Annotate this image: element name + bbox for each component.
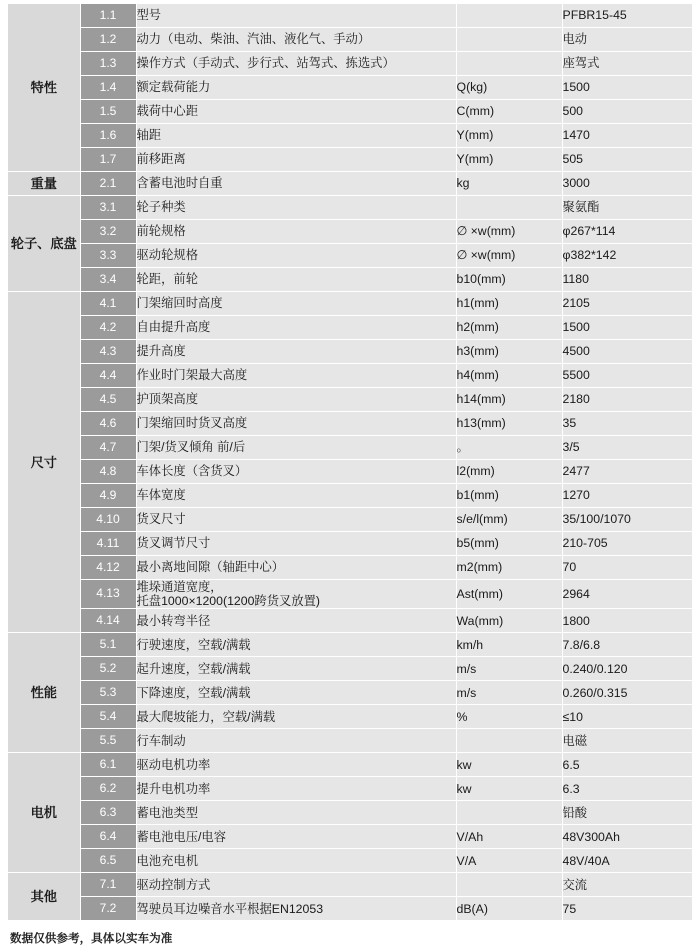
- row-group-label: 电机: [8, 753, 80, 873]
- row-unit: [456, 873, 562, 897]
- row-unit: h14(mm): [456, 388, 562, 412]
- row-number: 3.3: [80, 244, 136, 268]
- row-number: 7.2: [80, 897, 136, 921]
- table-row: [8, 148, 692, 172]
- row-item-label: 前移距离: [136, 148, 456, 172]
- table-row: [8, 268, 692, 292]
- row-item-label: 前轮规格: [136, 220, 456, 244]
- row-item-label: 驾驶员耳边噪音水平根据EN12053: [136, 897, 456, 921]
- row-number: 1.1: [80, 4, 136, 28]
- row-number: 1.4: [80, 76, 136, 100]
- table-row: [8, 172, 692, 196]
- row-item-label: 提升电机功率: [136, 777, 456, 801]
- specification-table-body: [8, 4, 692, 921]
- table-row: [8, 801, 692, 825]
- row-item-label: 提升高度: [136, 340, 456, 364]
- table-row: [8, 609, 692, 633]
- row-unit: b10(mm): [456, 268, 562, 292]
- row-unit: km/h: [456, 633, 562, 657]
- row-number: 4.6: [80, 412, 136, 436]
- row-value: 6.5: [562, 753, 692, 777]
- row-unit: kw: [456, 777, 562, 801]
- row-value: 1470: [562, 124, 692, 148]
- row-number: 3.4: [80, 268, 136, 292]
- row-value: 1500: [562, 76, 692, 100]
- row-item-label: 操作方式（手动式、步行式、站驾式、拣选式）: [136, 52, 456, 76]
- row-value: 1270: [562, 484, 692, 508]
- row-item-label: 最小离地间隙（轴距中心）: [136, 556, 456, 580]
- row-unit: m/s: [456, 681, 562, 705]
- row-item-label-line2: 托盘1000×1200(1200跨货叉放置): [136, 594, 321, 609]
- row-value: 1800: [562, 609, 692, 633]
- row-unit: h2(mm): [456, 316, 562, 340]
- row-unit: [456, 28, 562, 52]
- row-unit: h13(mm): [456, 412, 562, 436]
- row-unit: s/e/l(mm): [456, 508, 562, 532]
- row-value: 3/5: [562, 436, 692, 460]
- row-item-label: 货叉调节尺寸: [136, 532, 456, 556]
- table-row: [8, 4, 692, 28]
- row-item-label: 起升速度，空载/满载: [136, 657, 456, 681]
- row-item-label: 门架缩回时高度: [136, 292, 456, 316]
- row-group-label: 轮子、底盘: [8, 196, 80, 292]
- row-value: 2180: [562, 388, 692, 412]
- row-unit: b5(mm): [456, 532, 562, 556]
- row-unit: [456, 196, 562, 220]
- row-item-label: 车体长度（含货叉）: [136, 460, 456, 484]
- row-item-label: 蓄电池类型: [136, 801, 456, 825]
- row-number: 6.5: [80, 849, 136, 873]
- table-row: [8, 244, 692, 268]
- table-row: [8, 580, 692, 609]
- table-row: [8, 196, 692, 220]
- table-row: [8, 364, 692, 388]
- row-unit: Ast(mm): [456, 580, 562, 609]
- table-row: [8, 897, 692, 921]
- row-value: 48V/40A: [562, 849, 692, 873]
- row-value: PFBR15-45: [562, 4, 692, 28]
- row-value: 电动: [562, 28, 692, 52]
- row-value: 2477: [562, 460, 692, 484]
- table-row: [8, 777, 692, 801]
- specification-table: [8, 4, 693, 921]
- row-item-label: 轮距，前轮: [136, 268, 456, 292]
- row-item-label: 行车制动: [136, 729, 456, 753]
- row-unit: V/Ah: [456, 825, 562, 849]
- row-number: 6.2: [80, 777, 136, 801]
- row-value: φ267*114: [562, 220, 692, 244]
- row-number: 4.5: [80, 388, 136, 412]
- table-row: [8, 729, 692, 753]
- row-number: 2.1: [80, 172, 136, 196]
- row-item-label: 自由提升高度: [136, 316, 456, 340]
- row-item-label: 作业时门架最大高度: [136, 364, 456, 388]
- row-value: 铅酸: [562, 801, 692, 825]
- row-item-label: 门架/货叉倾角 前/后: [136, 436, 456, 460]
- row-group-label: 其他: [8, 873, 80, 921]
- row-number: 4.12: [80, 556, 136, 580]
- row-value: ≤10: [562, 705, 692, 729]
- row-unit: kg: [456, 172, 562, 196]
- row-number: 3.2: [80, 220, 136, 244]
- row-value: 35: [562, 412, 692, 436]
- row-item-label: 车体宽度: [136, 484, 456, 508]
- table-row: [8, 292, 692, 316]
- row-value: 1500: [562, 316, 692, 340]
- row-unit: %: [456, 705, 562, 729]
- row-value: 5500: [562, 364, 692, 388]
- row-item-label: 含蓄电池时自重: [136, 172, 456, 196]
- row-number: 7.1: [80, 873, 136, 897]
- row-number: 6.1: [80, 753, 136, 777]
- row-unit: m/s: [456, 657, 562, 681]
- row-value: 0.240/0.120: [562, 657, 692, 681]
- row-value: 48V300Ah: [562, 825, 692, 849]
- row-number: 6.3: [80, 801, 136, 825]
- row-unit: dB(A): [456, 897, 562, 921]
- row-unit: ∅ ×w(mm): [456, 244, 562, 268]
- row-number: 4.2: [80, 316, 136, 340]
- row-number: 4.14: [80, 609, 136, 633]
- row-unit: 。: [456, 436, 562, 460]
- table-row: [8, 681, 692, 705]
- row-item-label: 门架缩回时货叉高度: [136, 412, 456, 436]
- table-row: [8, 849, 692, 873]
- row-number: 3.1: [80, 196, 136, 220]
- row-item-label: 载荷中心距: [136, 100, 456, 124]
- row-item-label: 动力（电动、柴油、汽油、液化气、手动）: [136, 28, 456, 52]
- row-unit: Wa(mm): [456, 609, 562, 633]
- table-row: [8, 657, 692, 681]
- row-number: 5.3: [80, 681, 136, 705]
- row-unit: h4(mm): [456, 364, 562, 388]
- row-unit: b1(mm): [456, 484, 562, 508]
- row-group-label: 特性: [8, 4, 80, 172]
- row-unit: [456, 801, 562, 825]
- row-item-label: 电池充电机: [136, 849, 456, 873]
- row-number: 1.5: [80, 100, 136, 124]
- table-row: [8, 873, 692, 897]
- row-value: 75: [562, 897, 692, 921]
- row-number: 4.11: [80, 532, 136, 556]
- table-row: [8, 124, 692, 148]
- row-number: 1.2: [80, 28, 136, 52]
- row-unit: [456, 52, 562, 76]
- row-unit: kw: [456, 753, 562, 777]
- row-item-label: 最小转弯半径: [136, 609, 456, 633]
- table-row: [8, 52, 692, 76]
- row-value: 2964: [562, 580, 692, 609]
- table-row: [8, 633, 692, 657]
- row-item-label: 轴距: [136, 124, 456, 148]
- row-value: 4500: [562, 340, 692, 364]
- row-value: 1180: [562, 268, 692, 292]
- row-item-label: 额定载荷能力: [136, 76, 456, 100]
- row-item-label: 最大爬坡能力，空载/满载: [136, 705, 456, 729]
- row-item-label: 蓄电池电压/电容: [136, 825, 456, 849]
- row-number: 1.6: [80, 124, 136, 148]
- row-number: 5.5: [80, 729, 136, 753]
- row-number: 1.3: [80, 52, 136, 76]
- row-value: 6.3: [562, 777, 692, 801]
- table-row: [8, 76, 692, 100]
- row-item-label: 驱动电机功率: [136, 753, 456, 777]
- row-number: 4.8: [80, 460, 136, 484]
- row-unit: m2(mm): [456, 556, 562, 580]
- row-unit: V/A: [456, 849, 562, 873]
- row-number: 5.4: [80, 705, 136, 729]
- row-number: 4.7: [80, 436, 136, 460]
- row-item-label: 驱动控制方式: [136, 873, 456, 897]
- row-value: 3000: [562, 172, 692, 196]
- row-item-label: 驱动轮规格: [136, 244, 456, 268]
- table-row: [8, 460, 692, 484]
- row-value: 7.8/6.8: [562, 633, 692, 657]
- row-group-label: 尺寸: [8, 292, 80, 633]
- table-row: [8, 556, 692, 580]
- table-row: [8, 532, 692, 556]
- row-item-label: 行驶速度，空载/满载: [136, 633, 456, 657]
- row-value: 座驾式: [562, 52, 692, 76]
- row-number: 4.13: [80, 580, 136, 609]
- row-number: 5.1: [80, 633, 136, 657]
- table-row: [8, 316, 692, 340]
- row-item-label: 货叉尺寸: [136, 508, 456, 532]
- row-unit: Y(mm): [456, 148, 562, 172]
- row-item-label: 型号: [136, 4, 456, 28]
- row-unit: l2(mm): [456, 460, 562, 484]
- row-unit: Y(mm): [456, 124, 562, 148]
- row-item-label: 护顶架高度: [136, 388, 456, 412]
- row-item-label-line1: 堆垛通道宽度，: [136, 580, 223, 594]
- row-item-label: [136, 580, 456, 609]
- row-number: 4.3: [80, 340, 136, 364]
- row-group-label: 重量: [8, 172, 80, 196]
- row-number: 4.1: [80, 292, 136, 316]
- row-value: 电磁: [562, 729, 692, 753]
- row-unit: [456, 4, 562, 28]
- row-group-label: 性能: [8, 633, 80, 753]
- row-value: 交流: [562, 873, 692, 897]
- row-value: 210-705: [562, 532, 692, 556]
- table-row: [8, 340, 692, 364]
- row-unit: h3(mm): [456, 340, 562, 364]
- row-value: 35/100/1070: [562, 508, 692, 532]
- row-value: 2105: [562, 292, 692, 316]
- row-number: 4.9: [80, 484, 136, 508]
- row-unit: h1(mm): [456, 292, 562, 316]
- row-value: 70: [562, 556, 692, 580]
- row-number: 5.2: [80, 657, 136, 681]
- row-number: 1.7: [80, 148, 136, 172]
- row-value: 0.260/0.315: [562, 681, 692, 705]
- row-unit: C(mm): [456, 100, 562, 124]
- table-row: [8, 436, 692, 460]
- row-value: φ382*142: [562, 244, 692, 268]
- row-number: 4.4: [80, 364, 136, 388]
- row-unit: ∅ ×w(mm): [456, 220, 562, 244]
- row-value: 505: [562, 148, 692, 172]
- table-row: [8, 412, 692, 436]
- table-row: [8, 28, 692, 52]
- table-row: [8, 220, 692, 244]
- table-row: [8, 753, 692, 777]
- table-row: [8, 508, 692, 532]
- row-item-label: 轮子种类: [136, 196, 456, 220]
- row-number: 6.4: [80, 825, 136, 849]
- table-row: [8, 825, 692, 849]
- row-item-label: 下降速度，空载/满载: [136, 681, 456, 705]
- footnote: 数据仅供参考，具体以实车为准: [10, 932, 173, 946]
- row-unit: [456, 729, 562, 753]
- row-unit: Q(kg): [456, 76, 562, 100]
- table-row: [8, 484, 692, 508]
- table-row: [8, 100, 692, 124]
- row-number: 4.10: [80, 508, 136, 532]
- table-row: [8, 388, 692, 412]
- table-row: [8, 705, 692, 729]
- row-value: 500: [562, 100, 692, 124]
- row-value: 聚氨酯: [562, 196, 692, 220]
